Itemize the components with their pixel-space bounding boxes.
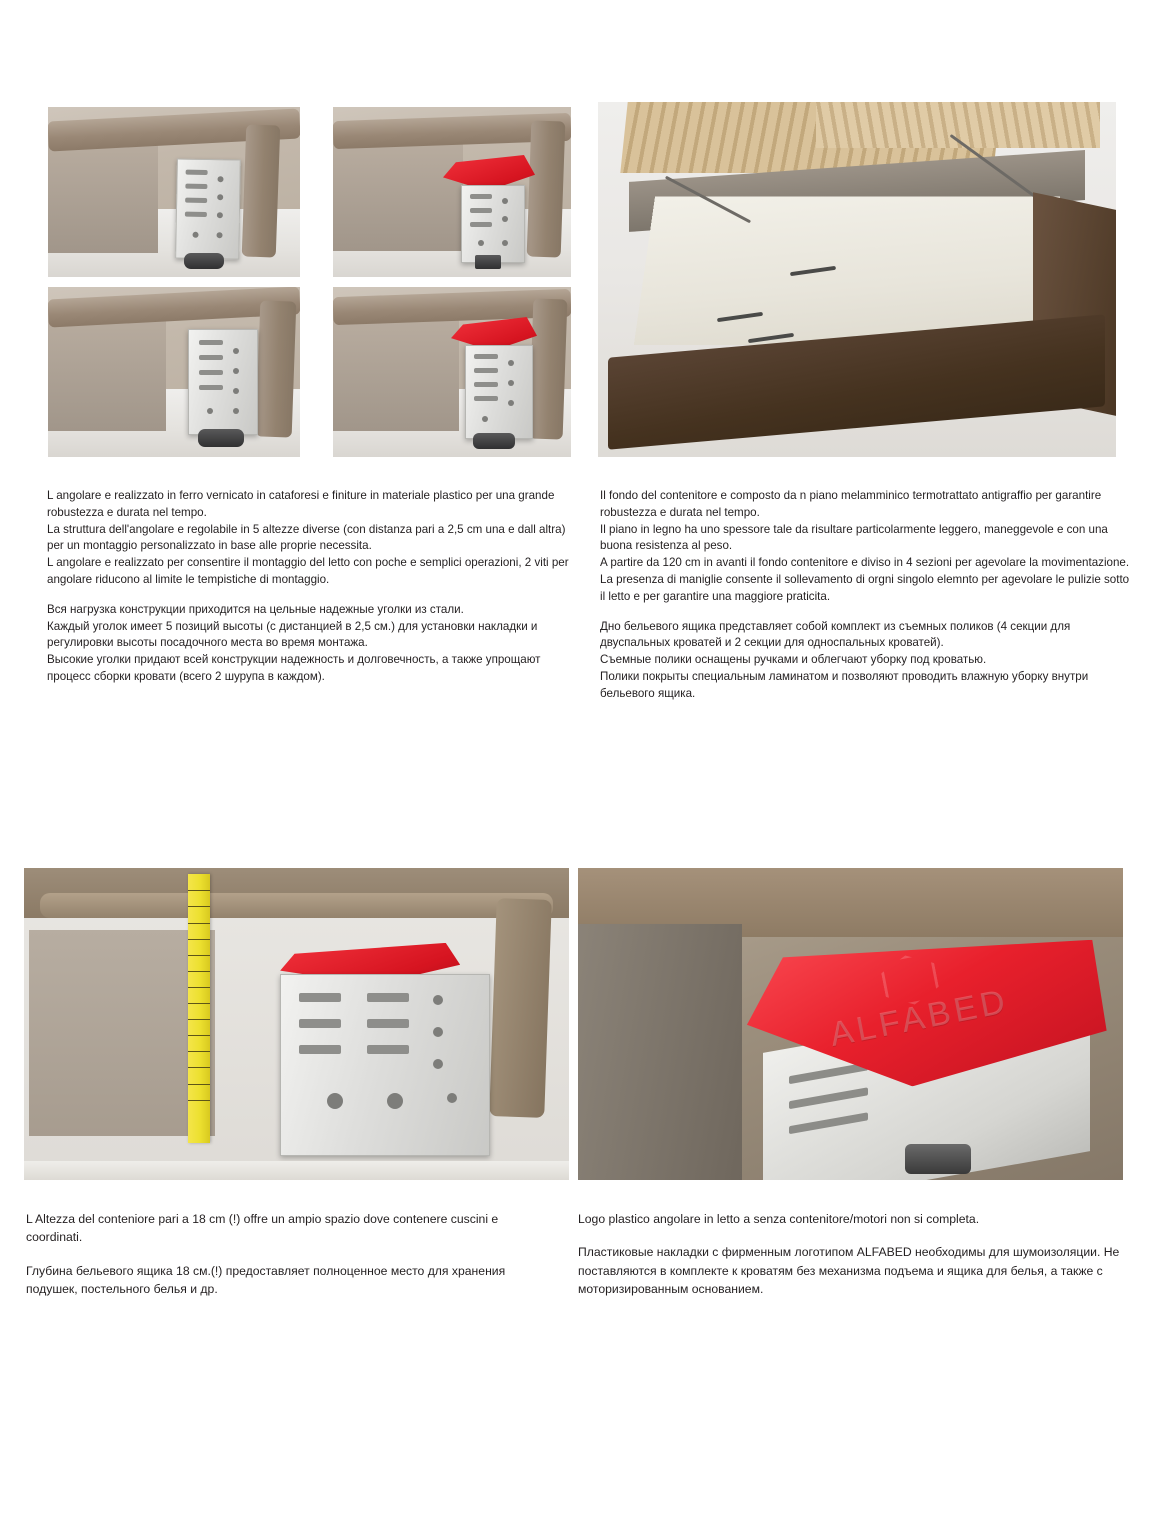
grey-side-panel [578,924,742,1180]
s1-left-it-1: L angolare e realizzato in ferro vernicato in cataforesi e finiture in materiale plastico per una grande robustezza e durata nel tempo. [47,489,555,519]
s2-right-ru: Пластиковые накладки с фирменным логотипом ALFABED необходимы для шумоизоляции. Не поставляются в комплекте к кроватям без механизма подъема и ящика для белья, а также с моторизированным основанием. [578,1245,1120,1296]
side-rail [242,124,281,257]
bracket-foot [184,253,224,269]
s1-left-ru-1: Вся нагрузка конструкции приходится на цельные надежные уголки из стали. [47,602,464,616]
metal-corner-bracket [280,974,490,1156]
alfabed-logo-text: ALFABED [826,982,1012,1054]
s1-right-ru-1: Дно бельевого ящика представляет собой комплект из съемных поликов (4 секции для двуспальных кроватей и 2 секции для односпальных кроватей). [600,619,1071,650]
measuring-tape [188,874,211,1142]
bed-open-container-photo [598,102,1116,457]
metal-corner-bracket [461,185,525,263]
s1-right-it-2: Il piano in legno ha uno spessore tale da risultare particolarmente leggero, maneggevole e con una buona resistenza al peso. [600,522,1108,553]
s1-left-it-3: L angolare e realizzato per consentire il montaggio del letto con poche e semplici operazioni, 2 viti per angolare riducono al limite le tempistiche di montaggio. [47,556,569,586]
fabric-panel [333,313,459,431]
corner-bracket-photo-3 [48,287,300,457]
caster-wheel [905,1144,971,1174]
s1-right-it-3: A partire da 120 cm in avanti il fondo contenitore e diviso in 4 sezioni per agevolare la movimentazione. La presenza di maniglie consente il sollevamento di orgni singolo elemnto per agevolare le pulizie sotto il letto e per garantire una maggiore praticita. [600,556,1130,603]
metal-corner-bracket [188,329,258,435]
bracket-foot [473,433,515,449]
section2-right-text [578,1210,1126,1298]
s1-left-it-2: La struttura dell'angolare e regolabile in 5 altezze diverse (con distanza pari a 2,5 cm una e dall altra) per un montaggio personalizzato in base alle proprie necessita. [47,522,566,553]
metal-corner-bracket [465,345,533,439]
fabric-panel [48,135,158,253]
s1-left-ru-2: Каждый уголок имеет 5 позиций высоты (с дистанцией в 2,5 см.) для установки накладки и регулировки высоты посадочного места во время монтажа. [47,619,538,650]
bracket-foot [475,255,501,269]
fabric-panel [48,311,166,431]
floor-base [24,1161,569,1180]
section1-right-text [600,488,1130,703]
s1-right-ru-2: Съемные полики оснащены ручками и облегчают уборку под кроватью. [600,653,987,667]
metal-corner-bracket [175,158,241,259]
corner-bracket-photo-2 [333,107,571,277]
section2-left-text [26,1210,541,1298]
bracket-foot [198,429,244,447]
corner-bracket-photo-4 [333,287,571,457]
side-rail-cushion [489,898,551,1118]
s2-left-ru: Глубина бельевого ящика 18 см.(!) предоставляет полноценное место для хранения подушек, постельного белья и др. [26,1263,506,1296]
container-depth-photo [24,868,569,1180]
fabric-panel [333,137,463,251]
side-rail [256,300,297,437]
s2-right-it: Logo plastico angolare in letto a senza contenitore/motori non si completa. [578,1212,980,1226]
s1-right-ru-3: Полики покрыты специальным ламинатом и позволяют проводить влажную уборку внутри бельевого ящика. [600,669,1089,700]
corner-bracket-photo-1 [48,107,300,277]
side-rail [529,298,568,439]
s1-right-it-1: Il fondo del contenitore e composto da n piano melamminico termotrattato antigraffio per garantire robustezza e durata nel tempo. [600,489,1102,519]
top-rail-cushion [40,893,552,918]
section1-left-text [47,488,583,686]
s1-left-ru-3: Высокие уголки придают всей конструкции надежность и долговечность, а также упрощают процесс сборки кровати (всего 2 шурупа в каждом). [47,653,541,683]
side-rail [527,120,566,257]
s2-left-it: L Altezza del conteniore pari a 18 cm (!) offre un ampio spazio dove contenere cuscini e coordinati. [26,1212,499,1245]
alfabed-logo-photo [578,868,1123,1180]
